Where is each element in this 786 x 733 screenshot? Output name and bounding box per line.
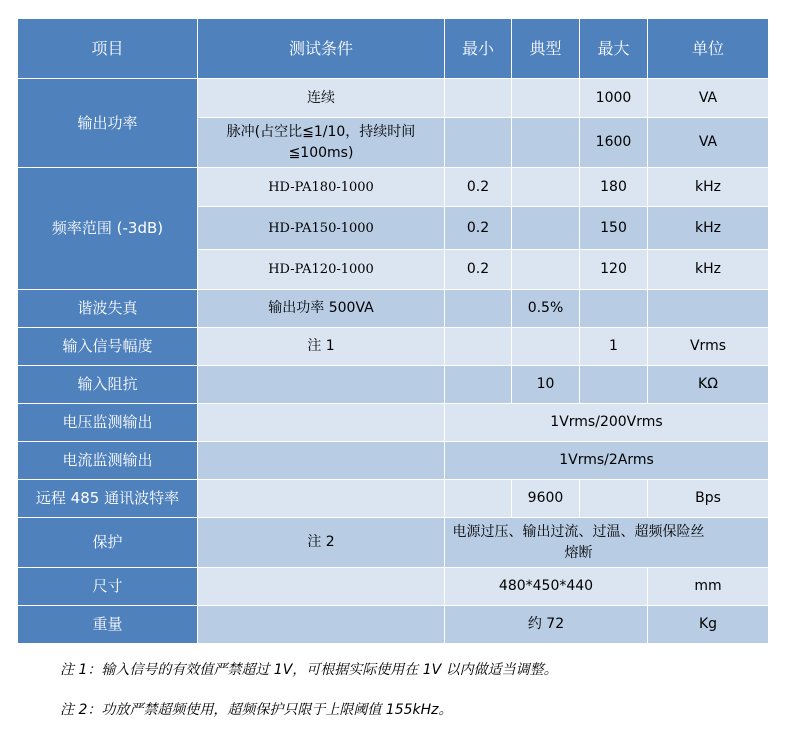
- table-row: [18, 168, 769, 207]
- typ-cell: 0.5%: [512, 290, 580, 328]
- header-max: 最大: [580, 19, 648, 79]
- unit-cell: KΩ: [648, 366, 769, 404]
- max-cell: 150: [580, 207, 648, 250]
- typ-cell: [512, 118, 580, 168]
- header-condition: 测试条件: [198, 19, 445, 79]
- condition-cell: [198, 404, 445, 442]
- header-row: [18, 19, 769, 79]
- header-item: 项目: [18, 19, 198, 79]
- condition-cell: HD-PA120-1000: [198, 250, 445, 290]
- max-cell: 120: [580, 250, 648, 290]
- table-row: [18, 366, 769, 404]
- table-row: [18, 480, 769, 518]
- typ-cell: [512, 207, 580, 250]
- min-cell: [445, 79, 512, 118]
- table-row: [18, 568, 769, 606]
- typ-cell: [512, 250, 580, 290]
- max-cell: [580, 366, 648, 404]
- condition-cell: HD-PA180-1000: [198, 168, 445, 207]
- table-row: [18, 404, 769, 442]
- typ-cell: 9600: [512, 480, 580, 518]
- condition-cell: 注 1: [198, 328, 445, 366]
- condition-cell: [198, 606, 445, 644]
- condition-cell: [198, 568, 445, 606]
- unit-cell: kHz: [648, 250, 769, 290]
- typ-cell: [512, 168, 580, 207]
- min-cell: 0.2: [445, 250, 512, 290]
- min-cell: [445, 290, 512, 328]
- condition-cell: 连续: [198, 79, 445, 118]
- min-cell: [445, 480, 512, 518]
- condition-cell: [198, 480, 445, 518]
- row-label-current-monitor: 电流监测输出: [18, 442, 198, 480]
- typ-cell: 10: [512, 366, 580, 404]
- row-label-freq-range: 频率范围 (-3dB): [18, 168, 198, 290]
- row-label-input-amplitude: 输入信号幅度: [18, 328, 198, 366]
- max-cell: [580, 480, 648, 518]
- unit-cell: VA: [648, 79, 769, 118]
- condition-cell: 脉冲(占空比≦1/10，持续时间≦100ms): [198, 118, 445, 168]
- typ-cell: [512, 79, 580, 118]
- row-label-voltage-monitor: 电压监测输出: [18, 404, 198, 442]
- row-label-thd: 谐波失真: [18, 290, 198, 328]
- table-row: [18, 290, 769, 328]
- condition-cell: [198, 366, 445, 404]
- max-cell: [580, 290, 648, 328]
- value-cell: 1Vrms/200Vrms: [445, 404, 769, 442]
- footnote-2: 注 2：功放严禁超频使用，超频保护只限于上限阈值 155kHz。: [60, 702, 453, 718]
- condition-cell: 输出功率 500VA: [198, 290, 445, 328]
- unit-cell: kHz: [648, 168, 769, 207]
- max-cell: 1600: [580, 118, 648, 168]
- table-row: [18, 518, 769, 568]
- row-label-size: 尺寸: [18, 568, 198, 606]
- min-cell: 0.2: [445, 168, 512, 207]
- unit-cell: Kg: [648, 606, 769, 644]
- value-cell: 约 72: [445, 606, 648, 644]
- table-row: [18, 79, 769, 118]
- condition-cell: [198, 442, 445, 480]
- header-min: 最小: [445, 19, 512, 79]
- spec-table: [17, 18, 769, 644]
- min-cell: 0.2: [445, 207, 512, 250]
- min-cell: [445, 366, 512, 404]
- unit-cell: VA: [648, 118, 769, 168]
- unit-cell: Vrms: [648, 328, 769, 366]
- min-cell: [445, 118, 512, 168]
- value-cell: 480*450*440: [445, 568, 648, 606]
- header-typ: 典型: [512, 19, 580, 79]
- header-unit: 单位: [648, 19, 769, 79]
- footnote-1: 注 1：输入信号的有效值严禁超过 1V，可根据实际使用在 1V 以内做适当调整。: [60, 662, 558, 678]
- typ-cell: [512, 328, 580, 366]
- unit-cell: [648, 290, 769, 328]
- unit-cell: kHz: [648, 207, 769, 250]
- min-cell: [445, 328, 512, 366]
- max-cell: 180: [580, 168, 648, 207]
- row-label-baud-rate: 远程 485 通讯波特率: [18, 480, 198, 518]
- table-row: [18, 328, 769, 366]
- unit-cell: Bps: [648, 480, 769, 518]
- value-cell: 1Vrms/2Arms: [445, 442, 769, 480]
- table-row: [18, 442, 769, 480]
- row-label-input-impedance: 输入阻抗: [18, 366, 198, 404]
- row-label-protection: 保护: [18, 518, 198, 568]
- unit-cell: mm: [648, 568, 769, 606]
- table-row: [18, 606, 769, 644]
- row-label-weight: 重量: [18, 606, 198, 644]
- condition-cell: 注 2: [198, 518, 445, 568]
- condition-cell: HD-PA150-1000: [198, 207, 445, 250]
- value-cell: 电源过压、输出过流、过温、超频保险丝熔断: [445, 518, 769, 568]
- max-cell: 1: [580, 328, 648, 366]
- max-cell: 1000: [580, 79, 648, 118]
- row-label-output-power: 输出功率: [18, 79, 198, 168]
